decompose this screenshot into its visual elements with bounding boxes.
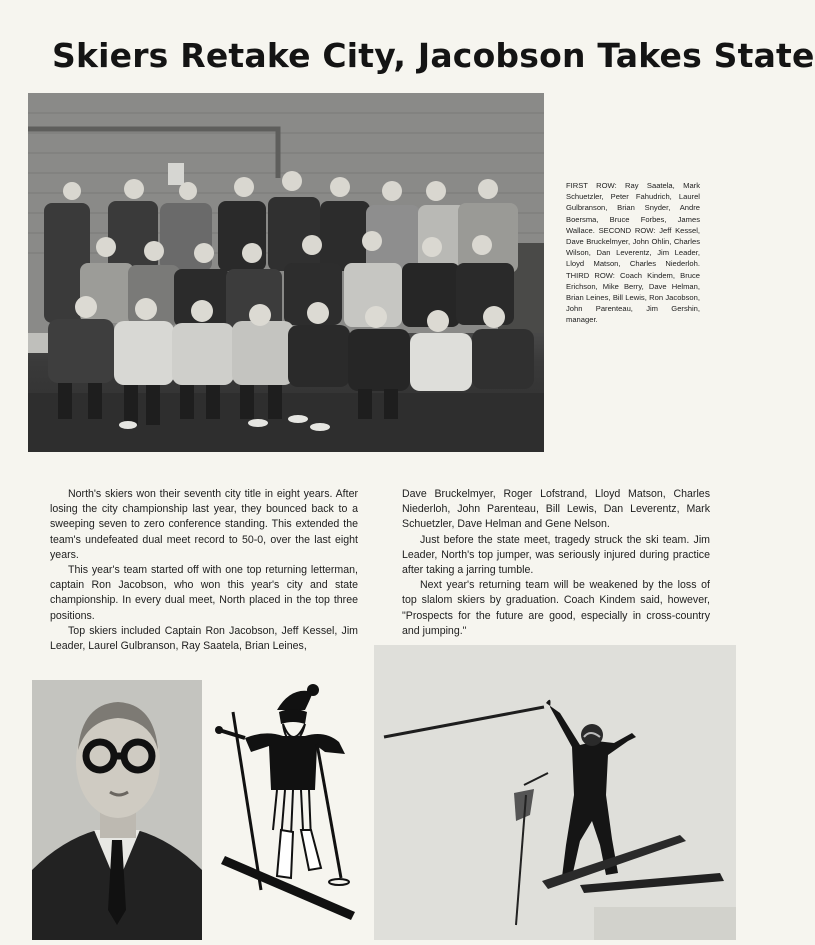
ski-jumper-illustration — [374, 645, 736, 940]
coach-portrait-illustration — [32, 680, 202, 940]
article-paragraph: Top skiers included Captain Ron Jacobson, Jeff Kessel, Jim Leader, Laurel Gulbranson, Ray Saatela, Brian Leines, — [50, 624, 358, 653]
team-photo-illustration — [28, 93, 544, 452]
article-paragraph: Just before the state meet, tragedy struck the ski team. Jim Leader, North's top jumper, was seriously injured during practice after taking a jarring tumble. — [402, 533, 710, 577]
coach-portrait-photo — [32, 680, 202, 940]
photo-caption: FIRST ROW: Ray Saatela, Mark Schuetzler, Peter Fahudrich, Laurel Gulbranson, Brian Snyder, Andre Boersma, Bruce Forbes, James Wallace. SECOND ROW: Jeff Kessel, Dave Bruckelmyer, John Ohlin, Charles Wilson, Dan Leverentz, Jim Leader, Lloyd Matson, Charles Niederloh. THIRD ROW: Coach Kindem, Bruce Erichson, Mike Berry, Dave Helman, Brian Leines, Bill Lewis, Ron Jacobson, John Parenteau, Jim Gershin, manager. — [566, 181, 700, 325]
page-headline: Skiers Retake City, Jacobson Takes State — [52, 36, 815, 75]
article-paragraph: This year's team started off with one top returning letterman, captain Ron Jacobson, who won this year's city and state championship. In every dual meet, North placed in the top three positions. — [50, 564, 358, 622]
ski-jumper-photo — [374, 645, 736, 940]
article-paragraph: North's skiers won their seventh city title in eight years. After losing the city championship last year, they bounced back to a sweeping seven to zero conference standing. This extended the team's undefeated dual meet record to 50-0, over the last eight years. — [50, 488, 358, 561]
team-photo — [28, 93, 544, 452]
article-paragraph: Next year's returning team will be weakened by the loss of top slalom skiers by graduation. Coach Kindem said, however, "Prospects for the future are good, especially in cross-country and jumping." — [402, 579, 710, 637]
article-column-left — [50, 487, 358, 654]
article-column-right — [402, 487, 710, 639]
article-paragraph: Dave Bruckelmyer, Roger Lofstrand, Lloyd Matson, Charles Niederloh, John Parenteau, Bill Lewis, Dan Leverentz, Mark Schuetzler, Dave Helman and Gene Nelson. — [402, 488, 710, 531]
cartoon-skier-illustration — [205, 680, 365, 930]
